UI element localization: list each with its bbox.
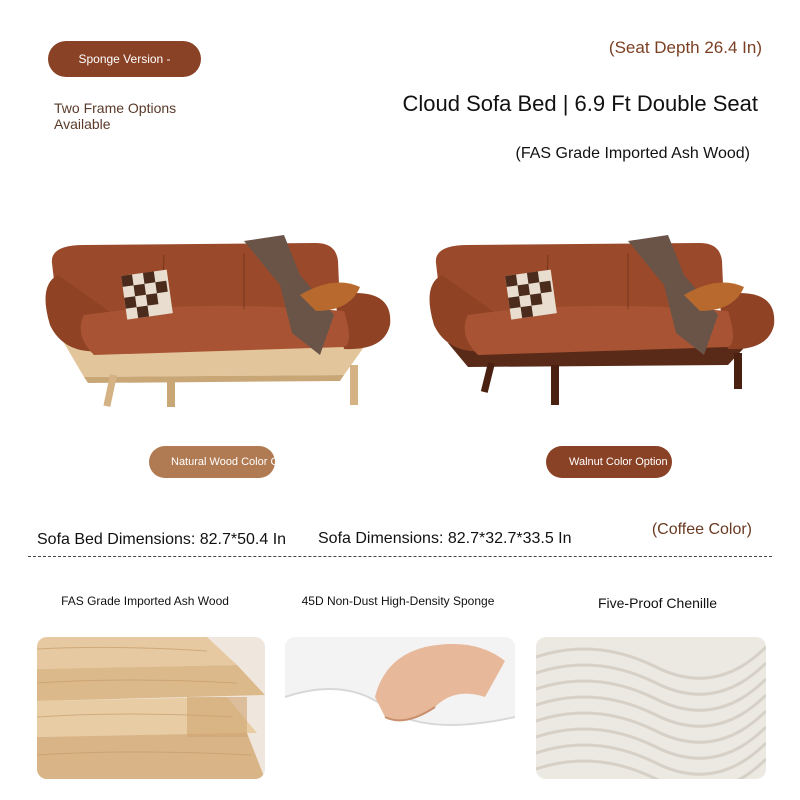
- walnut-option-button[interactable]: Walnut Color Option: [546, 446, 672, 478]
- frame-options-note: Two Frame Options Available: [54, 100, 177, 132]
- walnut-sofa-image: [428, 215, 778, 415]
- sponge-version-badge: Sponge Version -: [48, 41, 201, 77]
- natural-wood-option-button[interactable]: Natural Wood Color Option: [149, 446, 275, 478]
- feature-label-chenille: Five-Proof Chenille: [597, 595, 718, 611]
- ash-wood-image: [37, 637, 265, 779]
- product-title: Cloud Sofa Bed | 6.9 Ft Double Seat: [402, 91, 758, 116]
- sofa-dimensions: Sofa Dimensions: 82.7*32.7*33.5 In: [318, 530, 572, 547]
- sofa-bed-dimensions: Sofa Bed Dimensions: 82.7*50.4 In: [37, 531, 287, 548]
- feature-label-wood: FAS Grade Imported Ash Wood: [61, 594, 229, 608]
- natural-wood-sofa-image: [44, 215, 394, 415]
- sponge-image: [285, 637, 515, 779]
- color-note: (Coffee Color): [651, 521, 752, 538]
- chenille-fabric-image: [536, 637, 766, 779]
- feature-label-sponge: 45D Non-Dust High-Density Sponge: [301, 594, 495, 608]
- dashed-divider: [28, 556, 772, 557]
- seat-depth-label: (Seat Depth 26.4 In): [608, 38, 762, 57]
- wood-grade-note: (FAS Grade Imported Ash Wood): [515, 145, 750, 162]
